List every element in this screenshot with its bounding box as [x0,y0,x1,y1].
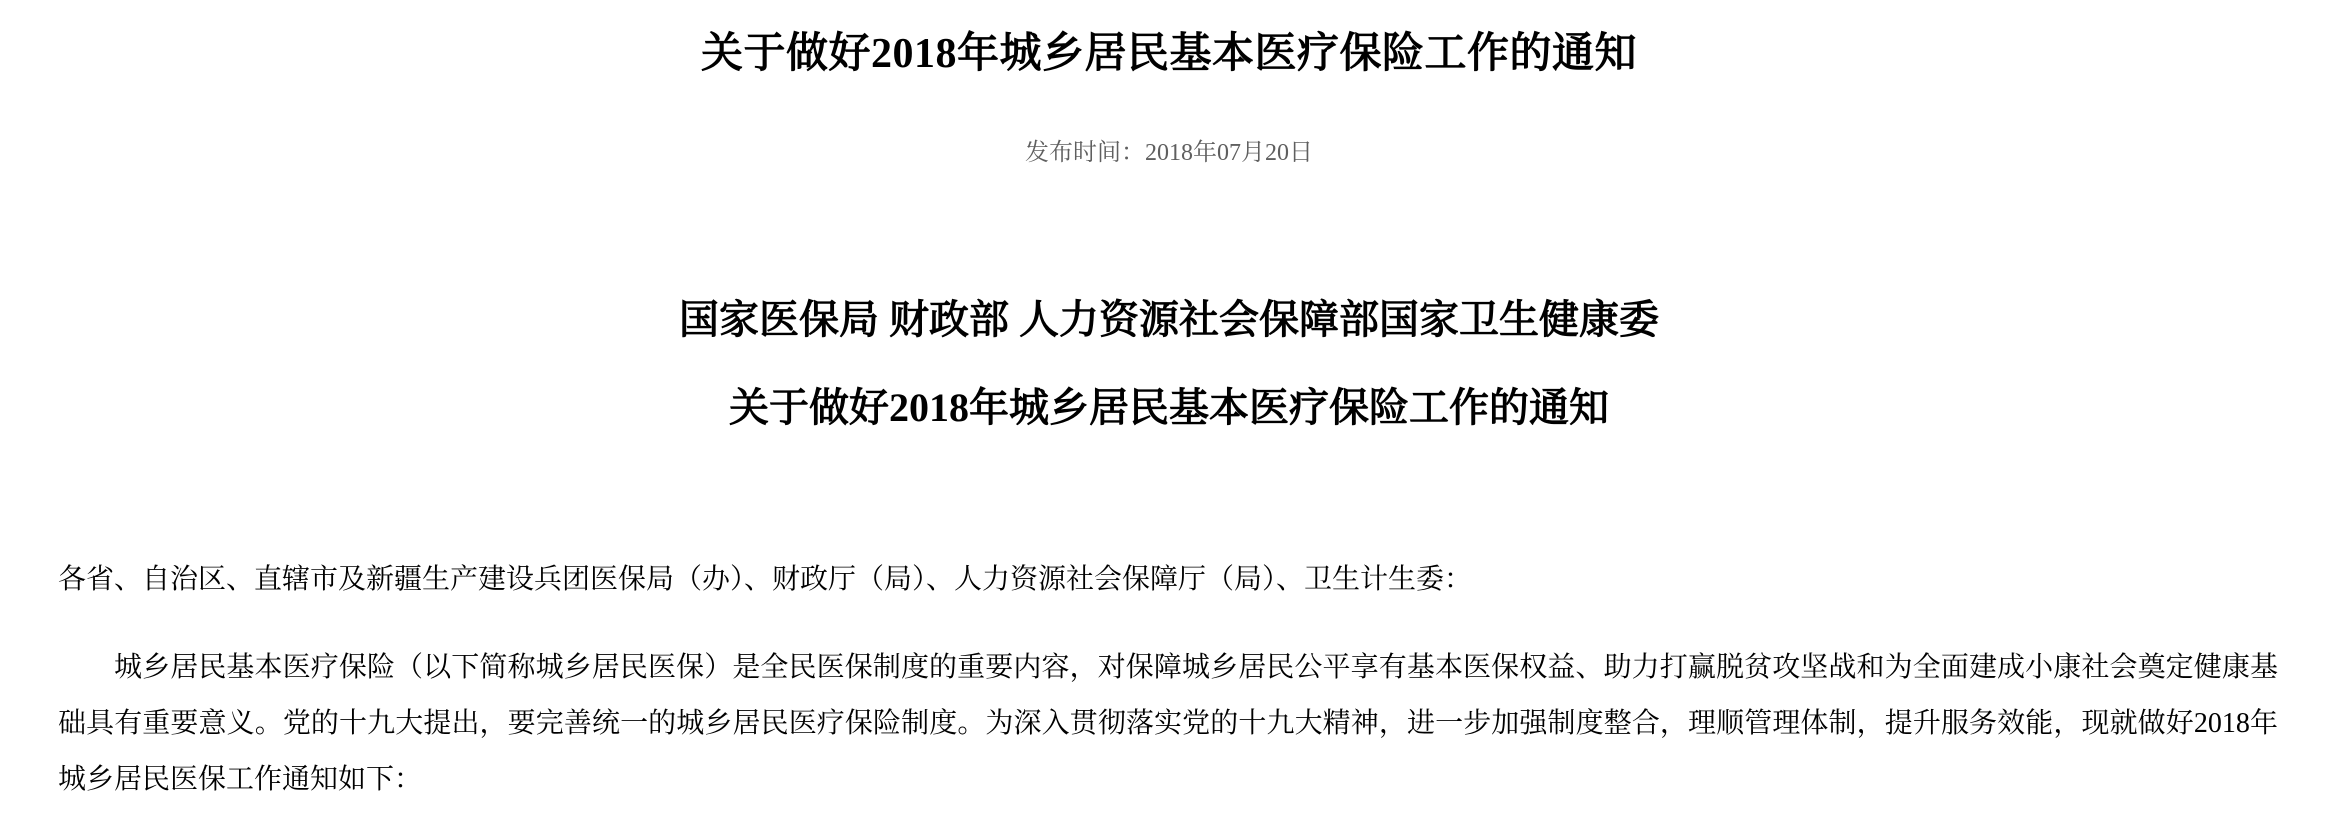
publish-date: 发布时间：2018年07月20日 [1025,140,1313,166]
page-title: 关于做好2018年城乡居民基本医疗保险工作的通知 [700,31,1637,77]
salutation-line: 各省、自治区、直辖市及新疆生产建设兵团医保局（办）、财政厅（局）、人力资源社会保障厅（局）、卫生计生委： [58,564,1473,595]
issuing-agencies-heading: 国家医保局 财政部 人力资源社会保障部国家卫生健康委 [679,297,1659,342]
body-paragraph: 城乡居民基本医疗保险（以下简称城乡居民医保）是全民医保制度的重要内容，对保障城乡居民公平享有基本医保权益、助力打赢脱贫攻坚战和为全面建成小康社会奠定健康基础具有重要意义。党的十九大提出，要完善统一的城乡居民医疗保险制度。为深入贯彻落实党的十九大精神，进一步加强制度整合，理顺管理体制，提升服务效能，现就做好2018年城乡居民医保工作通知如下： [58,652,2278,795]
document-title-heading: 关于做好2018年城乡居民基本医疗保险工作的通知 [729,385,1609,430]
